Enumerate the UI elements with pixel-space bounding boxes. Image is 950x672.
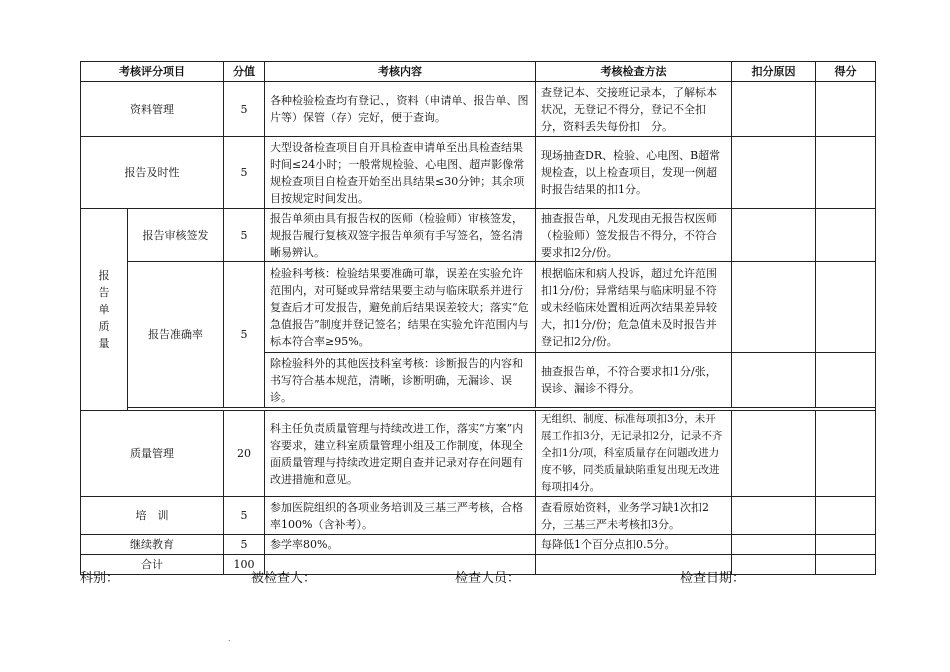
report-quality-group-label: 报 告 单 质 量	[81, 209, 128, 411]
department-label: 科别：	[80, 571, 120, 586]
table-row	[81, 209, 876, 262]
item-content: 报告单须由具有报告权的医师（检验师）审核签发，规报告履行复核双签字报告单须有手写签名，签名清晰易辨认。	[265, 209, 536, 262]
item-content: 大型设备检查项目自开具检查申请单至出具检查结果时间≤24小时；一般常规检验、心电图、超声影像常规检查项目自检查开始至出具结果≤30分钟；其余项目按规定时间发出。	[265, 137, 536, 209]
table-row	[81, 262, 876, 353]
item-name: 报告及时性	[81, 137, 224, 209]
item-name: 继续教育	[81, 535, 224, 555]
points-cell[interactable]	[816, 555, 876, 575]
item-score: 5	[224, 535, 265, 555]
total-score: 100	[224, 555, 265, 575]
assessment-table	[80, 61, 876, 575]
header-score: 分值	[224, 62, 265, 82]
item-method: 现场抽查DR、检验、心电图、B超常规检查，以上检查项目，发现一例超时报告结果的扣1分。	[536, 137, 732, 209]
item-content: 各种检验检查均有登记、，资料（申请单、报告单、图片等）保管（存）完好，便于查询。	[265, 82, 536, 137]
inspector-label: 检查人员：	[455, 571, 521, 586]
deduct-reason-cell[interactable]	[732, 411, 816, 497]
item-method: 抽查报告单，凡发现由无报告权医师（检验师）签发报告不得分，不符合要求扣2分/份。	[536, 209, 732, 262]
deduct-reason-cell[interactable]	[732, 82, 816, 137]
deduct-reason-cell[interactable]	[732, 262, 816, 353]
points-cell[interactable]	[816, 353, 876, 408]
table-row	[81, 82, 876, 137]
header-points: 得分	[816, 62, 876, 82]
header-method: 考核检查方法	[536, 62, 732, 82]
item-method: 查看原始资料，业务学习缺1次扣2分，三基三严未考核扣3分。	[536, 497, 732, 535]
item-score: 20	[224, 411, 265, 497]
item-method: 根据临床和病人投诉，超过允许范围扣1分/份；异常结果与临床明显不符或未经临床处置相近两次结果差异较大，扣1分/份；危急值未及时报告并登记扣2分/份。	[536, 262, 732, 353]
item-score: 5	[224, 497, 265, 535]
points-cell[interactable]	[816, 137, 876, 209]
item-content: 参加医院组织的各项业务培训及三基三严考核，合格率100%（含补考）。	[265, 497, 536, 535]
item-content: 科主任负责质量管理与持续改进工作，落实“方案”内容要求，建立科室质量管理小组及工作制度，体现全面质量管理与持续改进定期自查并记录对存在问题有改进措施和意见。	[265, 411, 536, 497]
item-name: 质量管理	[81, 411, 224, 497]
item-method: 查登记本、交接班记录本，了解标本状况，无登记不得分，登记不全扣分，资料丢失每份扣 分。	[536, 82, 732, 137]
deduct-reason-cell[interactable]	[732, 353, 816, 408]
table-row	[81, 411, 876, 497]
item-content: 参学率80%。	[265, 535, 536, 555]
item-content: 检验科考核：检验结果要准确可靠，误差在实验允许范围内，对可疑或异常结果要主动与临床联系并进行复查后才可发报告，避免前后结果误差较大；落实“危急值报告”制度并登记签名；结果在实验允许范围内与标本符合率≥95%。	[265, 262, 536, 353]
header-deduct-reason: 扣分原因	[732, 62, 816, 82]
item-content: 除检验科外的其他医技科室考核：诊断报告的内容和书写符合基本规范，清晰，诊断明确，无漏诊、误诊。	[265, 353, 536, 408]
header-content: 考核内容	[265, 62, 536, 82]
item-name: 报告审核签发	[128, 209, 224, 262]
item-name: 资料管理	[81, 82, 224, 137]
deduct-reason-cell[interactable]	[732, 209, 816, 262]
table-row	[81, 535, 876, 555]
item-method: 每降低1个百分点扣0.5分。	[536, 535, 732, 555]
item-score: 5	[224, 262, 265, 408]
item-score: 5	[224, 209, 265, 262]
item-name: 报告准确率	[128, 262, 224, 408]
points-cell[interactable]	[816, 497, 876, 535]
points-cell[interactable]	[816, 209, 876, 262]
points-cell[interactable]	[816, 411, 876, 497]
item-method: 无组织、制度、标准每项扣3分，未开展工作扣3分，无记录扣2分，记录不齐全扣1分/项，科室质量存在问题改进力度不够，同类质量缺陷重复出现无改进每项扣4分。	[536, 411, 732, 497]
item-score: 5	[224, 137, 265, 209]
table-row	[81, 497, 876, 535]
deduct-reason-cell[interactable]	[732, 137, 816, 209]
deduct-reason-cell[interactable]	[732, 497, 816, 535]
item-name: 培 训	[81, 497, 224, 535]
total-label: 合计	[81, 555, 224, 575]
item-method: 抽查报告单，不符合要求扣1分/张，误诊、漏诊不得分。	[536, 353, 732, 408]
points-cell[interactable]	[816, 535, 876, 555]
inspection-date-label: 检查日期：	[680, 571, 746, 586]
table-header-row	[81, 62, 876, 82]
header-item: 考核评分项目	[81, 62, 224, 82]
table-row	[81, 137, 876, 209]
inspected-person-label: 被检查人：	[251, 571, 317, 586]
stray-mark: .	[228, 634, 231, 643]
points-cell[interactable]	[816, 262, 876, 353]
deduct-reason-cell[interactable]	[732, 535, 816, 555]
points-cell[interactable]	[816, 82, 876, 137]
item-score: 5	[224, 82, 265, 137]
